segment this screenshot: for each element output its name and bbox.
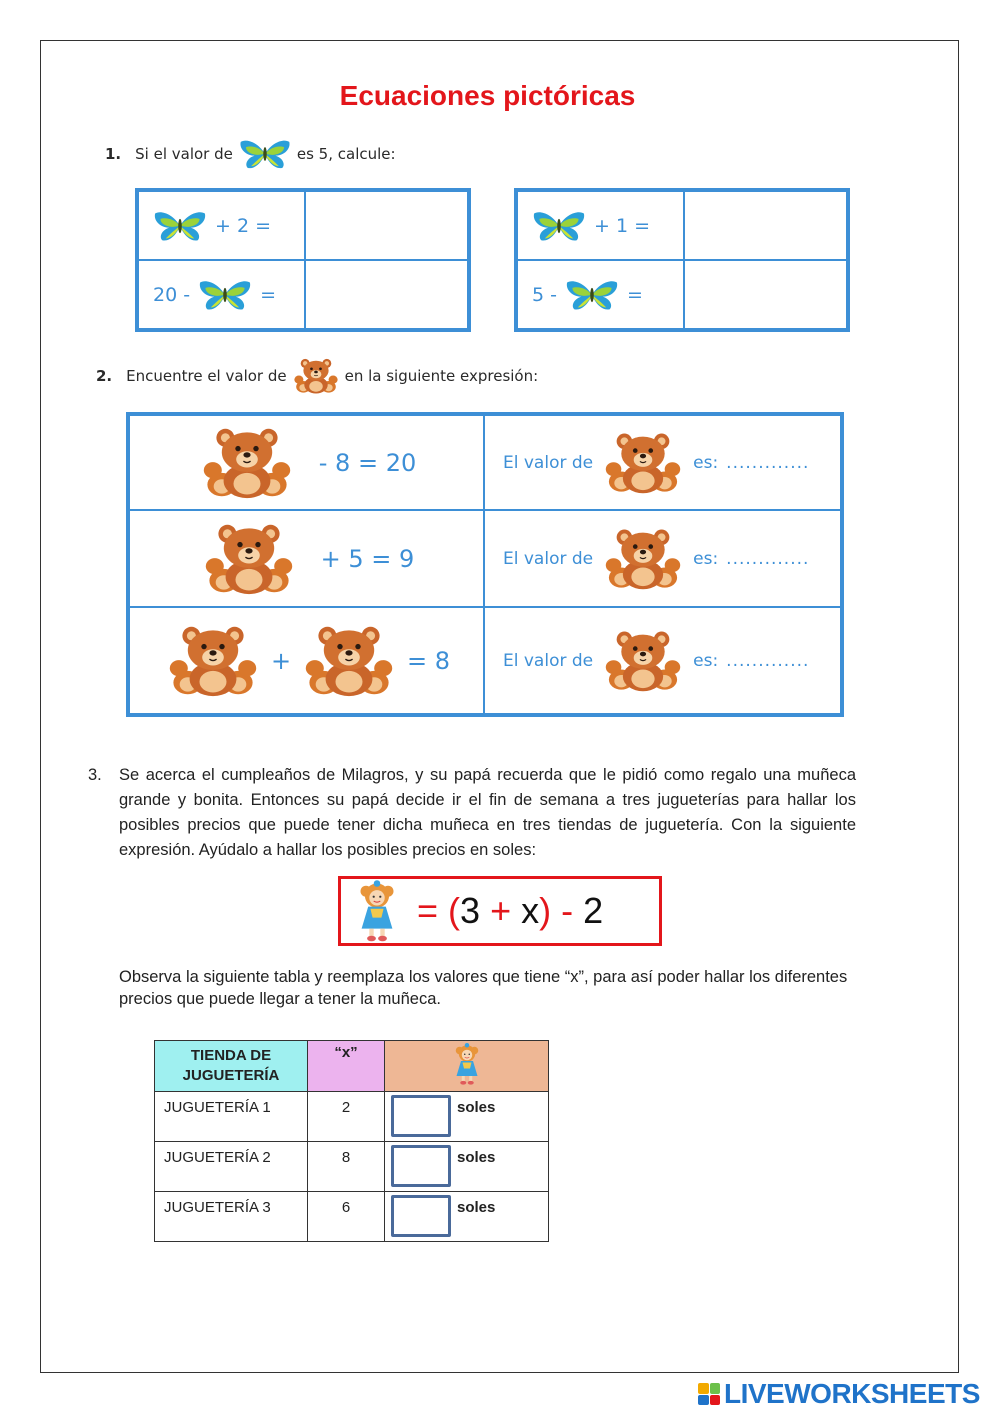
expr-text: + 2 = — [215, 214, 272, 237]
answer-suffix: es: — [693, 650, 719, 671]
butterfly-icon — [565, 279, 619, 311]
table-header-row — [155, 1041, 549, 1092]
header-x: “x” — [308, 1041, 385, 1092]
q2-caption — [96, 358, 538, 394]
q1-left-expr-2 — [138, 260, 305, 329]
plus-sign: + — [270, 646, 292, 675]
unit-label: soles — [457, 1149, 496, 1166]
x-value: 8 — [308, 1142, 385, 1192]
answer-suffix: es: — [693, 452, 719, 473]
answer-input[interactable] — [391, 1195, 451, 1237]
teddy-bear-icon — [163, 625, 263, 697]
formula-box — [338, 876, 662, 946]
q2-number: 2. — [96, 367, 113, 385]
table-row — [155, 1192, 549, 1242]
teddy-bear-icon — [299, 625, 399, 697]
formula-equals: = — [417, 890, 439, 931]
q1-left-expr-1 — [138, 191, 305, 260]
answer-suffix: es: — [693, 548, 719, 569]
expr-text: + 1 = — [594, 214, 651, 237]
answer-input[interactable] — [391, 1095, 451, 1137]
q1-caption — [105, 138, 396, 170]
answer-cell — [385, 1092, 549, 1142]
expr-text: 5 - — [532, 283, 557, 306]
butterfly-icon — [198, 279, 252, 311]
teddy-bear-icon — [199, 523, 299, 595]
answer-cell[interactable] — [305, 191, 468, 260]
butterfly-icon — [153, 210, 207, 242]
q2-expr-1 — [129, 415, 484, 510]
expr-text: - 8 = 20 — [318, 448, 417, 477]
q1-right-table — [514, 188, 850, 332]
formula-x: x — [521, 890, 540, 931]
answer-prefix: El valor de — [503, 452, 594, 473]
butterfly-icon — [239, 138, 291, 170]
q1-suffix: es 5, calcule: — [296, 145, 396, 163]
answer-blank[interactable]: ............. — [726, 650, 810, 671]
q2-answer-3 — [484, 607, 841, 714]
answer-prefix: El valor de — [503, 650, 594, 671]
teddy-bear-icon — [197, 427, 297, 499]
store-name: JUGUETERÍA 3 — [155, 1192, 308, 1242]
unit-label: soles — [457, 1099, 496, 1116]
doll-icon — [355, 878, 399, 944]
q3-instruction: Observa la siguiente tabla y reemplaza los valores que tiene “x”, para así poder hallar los diferentes precios que puede llegar a tener la muñeca. — [119, 968, 848, 1008]
answer-cell[interactable] — [305, 260, 468, 329]
formula-plus: + — [490, 890, 512, 931]
page-title: Ecuaciones pictóricas — [339, 80, 636, 111]
answer-blank[interactable]: ............. — [726, 548, 810, 569]
formula-two: 2 — [583, 890, 604, 931]
expr-text: = — [260, 283, 276, 306]
price-table — [154, 1040, 549, 1242]
teddy-bear-icon — [293, 358, 339, 394]
teddy-bear-icon — [601, 432, 685, 494]
expr-text: + 5 = 9 — [320, 544, 415, 573]
table-row — [155, 1142, 549, 1192]
q3-paragraph — [88, 763, 856, 863]
q2-expr-3 — [129, 607, 484, 714]
x-value: 2 — [308, 1092, 385, 1142]
table-row — [155, 1092, 549, 1142]
answer-prefix: El valor de — [503, 548, 594, 569]
logo-text: LIVEWORKSHEETS — [724, 1378, 980, 1409]
logo-icon — [698, 1383, 720, 1405]
q1-number: 1. — [105, 145, 122, 163]
header-doll — [385, 1041, 549, 1092]
q1-left-table — [135, 188, 471, 332]
store-name: JUGUETERÍA 2 — [155, 1142, 308, 1192]
q3-number: 3. — [88, 766, 102, 784]
q2-prefix: Encuentre el valor de — [126, 367, 287, 385]
q2-suffix: en la siguiente expresión: — [344, 367, 539, 385]
formula-lparen: ( — [448, 890, 461, 931]
q2-table — [126, 412, 844, 717]
liveworksheets-logo — [698, 1378, 980, 1410]
teddy-bear-icon — [601, 528, 685, 590]
q1-right-expr-2 — [517, 260, 684, 329]
answer-cell — [385, 1192, 549, 1242]
q1-prefix: Si el valor de — [135, 145, 233, 163]
q1-right-expr-1 — [517, 191, 684, 260]
formula-three: 3 — [460, 890, 481, 931]
formula-rparen: ) — [539, 890, 552, 931]
q2-expr-2 — [129, 510, 484, 607]
unit-label: soles — [457, 1199, 496, 1216]
formula-minus: - — [561, 890, 574, 931]
header-store: TIENDA DE JUGUETERÍA — [155, 1041, 308, 1092]
answer-cell[interactable] — [684, 191, 847, 260]
teddy-bear-icon — [601, 630, 685, 692]
store-name: JUGUETERÍA 1 — [155, 1092, 308, 1142]
answer-cell — [385, 1142, 549, 1192]
expr-text: = — [626, 283, 643, 306]
x-value: 6 — [308, 1192, 385, 1242]
answer-input[interactable] — [391, 1145, 451, 1187]
expr-text: 20 - — [153, 283, 191, 306]
butterfly-icon — [532, 210, 586, 242]
answer-blank[interactable]: ............. — [726, 452, 810, 473]
q2-answer-1 — [484, 415, 841, 510]
q3-text: Se acerca el cumpleaños de Milagros, y su papá recuerda que le pidió como regalo una muñeca grande y bonita. Entonces su papá decide ir el fin de semana a tres jugueterías para hallar los posibles precios que puede tener dicha muñeca en tres tiendas de juguetería. Con la siguiente expresión. Ayúdalo a hallar los posibles precios en soles: — [119, 766, 856, 859]
doll-icon — [452, 1041, 482, 1087]
answer-cell[interactable] — [684, 260, 847, 329]
expr-text: = 8 — [407, 646, 451, 675]
formula — [417, 890, 603, 932]
q2-answer-2 — [484, 510, 841, 607]
